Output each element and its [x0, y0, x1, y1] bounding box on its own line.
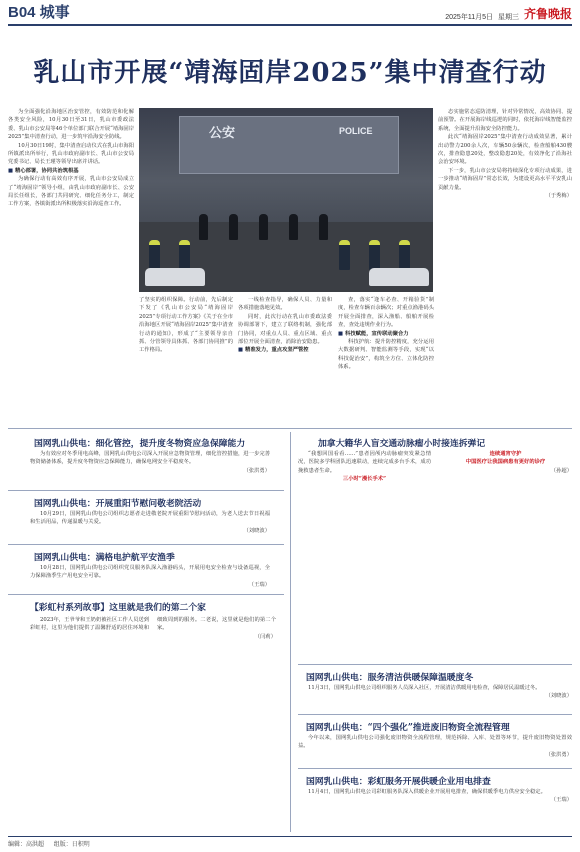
page-footer	[8, 836, 572, 848]
article-body	[298, 450, 572, 660]
article-title: 国网乳山供电：彩虹服务开展供暖企业用电排查	[306, 777, 491, 787]
design-credit: 组版：日积明	[53, 842, 90, 848]
article-paragraph: 10月28日，国网乳山供电公司组织党员服务队深入渔港码头，开展用电安全检查与设备巡视，全力保障渔季生产用电安全可靠。	[30, 565, 270, 580]
lead-paragraph: 科技护航：提升防控精度，充分运用大数据研判、智能监测等手段，实现“以科技促治安”，构筑全方位、立体化防控体系。	[338, 339, 434, 371]
section-divider	[8, 428, 572, 429]
article-subhead: 三小时“漫长手术”	[342, 476, 387, 483]
article-paragraph: 11月4日，国网乳山供电公司彩虹服务队深入供暖企业开展用电排查，确保供暖季电力供应安全稳定。	[308, 789, 546, 795]
photo-sign-text: POLICE	[339, 126, 373, 136]
article-divider	[8, 594, 284, 595]
article-divider	[8, 490, 284, 491]
article-byline: （刘晓波）	[545, 693, 572, 700]
article-title: 加拿大籍华人盲交通动脉瘤小时接连拆弹记	[318, 439, 486, 449]
header-right	[445, 5, 572, 22]
lead-headline: 乳山市开展“靖海固岸2025”集中清查行动	[33, 58, 547, 88]
bullet-icon: ■	[338, 330, 344, 337]
lead-paragraph: 为全面强化沿海地区治安管控，有效防范和化解各类安全风险，10月30日至31日，乳山市委政法委、乳山市公安局等46个单位部门联合开展“靖海固岸2025”集中清查行动，进一步筑牢沿海安全防线。	[8, 109, 134, 141]
photo-vehicle	[145, 268, 205, 286]
article-paragraph: 10月29日，国网乳山供电公司组织志愿者走进敬老院开展重阳节慰问活动，为老人送去节日祝福和生活用品，传递温暖与关爱。	[30, 511, 270, 526]
article-subhead: 连续通宵守护	[489, 451, 522, 457]
article-byline: （张洪勇）	[243, 467, 270, 474]
photo-person	[259, 214, 268, 240]
photo-officer	[399, 240, 410, 270]
photo-person	[319, 214, 328, 240]
photo-person	[199, 214, 208, 240]
article-title: 国网乳山供电：“四个强化”推进废旧物资全流程管理	[306, 723, 510, 733]
photo-officer	[339, 240, 350, 270]
lead-paragraph: 此次“靖海固岸2025”集中清查行动成效显著，累计出动警力200余人次，车辆50余辆次，检查船舶430艘次，排查隐患20处，整改隐患20处，有效净化了沿海社会治安环境。	[438, 134, 572, 166]
issue-date: 2025年11月5日	[445, 14, 493, 21]
article-byline: （闫莉）	[254, 633, 276, 640]
issue-weekday: 星期三	[497, 14, 519, 21]
article-title: 国网乳山供电：细化管控，提升度冬物资应急保障能力	[34, 439, 246, 449]
lead-byline: （于秀梅）	[545, 193, 572, 200]
photo-person	[229, 214, 238, 240]
article-title: 【彩虹村系列故事】这里就是我们的第二个家	[30, 603, 206, 613]
article-byline: （刘晓波）	[243, 527, 270, 534]
column-divider	[290, 432, 291, 832]
photo-officer	[369, 240, 380, 270]
article-paragraph: 为有效应对冬季用电高峰，国网乳山供电公司深入开展应急物资管理，细化管控措施，进一步完善物资储备体系，提升度冬物资应急保障能力，确保电网安全平稳度冬。	[30, 451, 270, 466]
masthead-logo: 齐鲁晚报	[523, 7, 572, 21]
lead-paragraph: 一线检查指导，确保人员、力量和各项措施落地见效。	[238, 297, 332, 312]
article-title: 国网乳山供电：开展重阳节慰问敬老院活动	[34, 499, 202, 509]
article-divider	[298, 714, 572, 715]
article-byline: （王瑞）	[248, 581, 270, 588]
lead-column-1	[8, 108, 134, 426]
lead-photo	[139, 108, 433, 292]
lead-paragraph: 态实施常态巡防清理，针对异常情况，高效协同、提前预警。在开展海岸线巡逻的同时，依托海岸线智能监控系统，全面提升沿海安全防控能力。	[438, 109, 572, 132]
lead-column-far	[438, 108, 572, 426]
article-paragraph: 2023年，王爷爷和王奶奶被社区工作人员送到彩虹村，这里为他们提供了温馨舒适的居住环境和细致周到的服务。二老说，这里就是他们的第二个家。	[30, 617, 276, 632]
editor-credit: 编辑：高洪超	[8, 842, 45, 848]
article-byline: （王瑞）	[550, 797, 572, 804]
article-body	[30, 450, 270, 486]
lead-paragraph: 为确保行动有高效有序开展，乳山市公安局成立了“靖海固岸”领导小组，由乳山市政府副市长、公安局长任组长，各部门共同研究、细化任务分工，制定工作方案，各镇街派出所积极落实沿海巡查工作。	[8, 176, 134, 208]
article-body	[30, 510, 270, 540]
photo-officer	[179, 240, 190, 270]
article-byline: （张洪勇）	[545, 751, 572, 758]
lead-paragraph: 10月30日19时，集中清查启动仪式在乳山市海阳所镇派出所举行，乳山市政府副市长、乳山市公安局党委书记、局长王瑾等领导出席并讲话。	[8, 142, 134, 166]
article-body	[298, 788, 572, 830]
bullet-icon: ■	[238, 347, 244, 354]
lead-paragraph: 同时，此次行动在乳山市委政法委协调部署下，建立了联络机制，强化部门协同，对重点人员、重点区域、重点部位开展全面清查，消除治安隐患。	[238, 313, 332, 346]
article-title: 国网乳山供电：满格电护航平安渔季	[34, 553, 175, 563]
article-divider	[298, 664, 572, 665]
lead-paragraph: 下一步，乳山市公安局将持续深化专项行动成果，进一步推动“靖海固岸”常态长效，为建设更高水平平安乳山贡献力量。	[438, 167, 572, 191]
article-subhead: 中国医疗让我国病患有更好的诊疗	[465, 459, 546, 466]
lead-subhead: ■ 精心部署，协同共治筑根基	[8, 167, 79, 174]
article-divider	[298, 768, 572, 769]
lead-column-4	[338, 296, 434, 424]
lead-column-2: 了坚实的组织保障。行动前，先后制定下发了《乳山市公安局“靖海固岸2025”专项行动工作方案》《关于在全市沿海地区开展“靖海固岸2025”集中清查行动的通知》，形成了“主要领导亲自抓、分管领导具体抓、各部门协同推”的工作格局。	[139, 297, 233, 354]
photo-person	[289, 214, 298, 240]
bullet-icon: ■	[8, 167, 14, 174]
article-body	[298, 684, 572, 712]
article-body	[30, 564, 270, 592]
article-paragraph: 今年以来，国网乳山供电公司强化废旧物资全流程管理，规范拆除、入库、处置等环节，提升废旧物资处置效益。	[298, 735, 572, 750]
article-byline: （孙超）	[550, 467, 572, 474]
page-header	[8, 4, 572, 26]
article-divider	[8, 544, 284, 545]
article-body	[298, 734, 572, 764]
lead-paragraph: 查，落实“逢车必查、开箱验货”制度，检查车辆百余辆次；对重点渔港码头开展全面排查，深入渔船、船舶开展检查，查处违规作业行为。	[338, 297, 434, 329]
article-title: 国网乳山供电：服务清洁供暖保障温暖度冬	[306, 673, 474, 683]
article-paragraph: 11月3日，国网乳山供电公司组织服务人员深入社区，开展清洁供暖用电检查，保障居民温暖过冬。	[308, 685, 541, 691]
lead-subhead: ■ 精准发力，重点攻坚严管控	[238, 347, 309, 354]
photo-sign-text: 公安	[209, 125, 236, 140]
photo-officer	[149, 240, 160, 270]
article-paragraph: “我想回国看看……”患者因颅内动脉瘤突发紧急情况，医院多学科团队迅速联动，连续完成多台手术，成功挽救患者生命。	[298, 451, 431, 474]
lead-subhead: ■ 科技赋能，宣传联动聚合力	[338, 330, 409, 337]
article-body	[30, 616, 276, 832]
section-label: B04 城事	[8, 4, 70, 21]
lead-column-3	[238, 296, 332, 424]
photo-vehicle	[369, 268, 429, 286]
